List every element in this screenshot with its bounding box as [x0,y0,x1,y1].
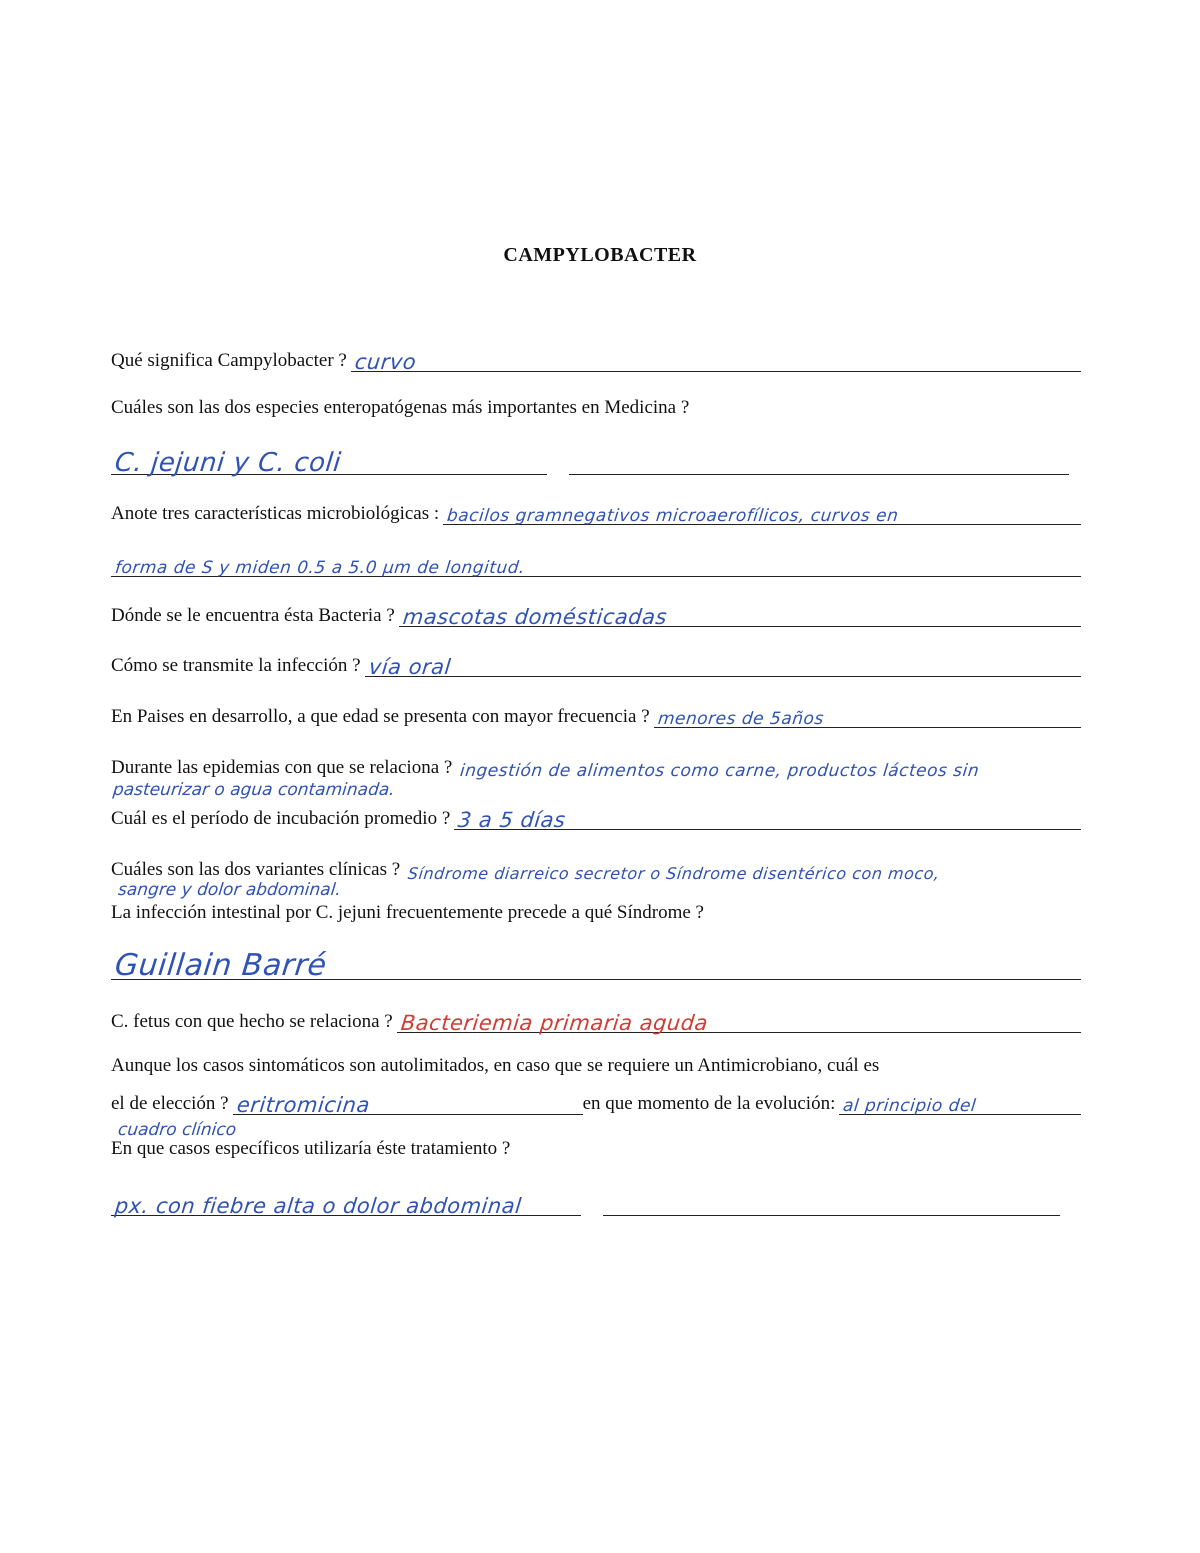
answer-9-field[interactable] [404,859,1081,881]
answer-1-field[interactable] [351,349,1081,372]
answer-2-field[interactable] [111,448,547,478]
answer-3-handwriting-line2: forma de S y miden 0.5 a 5.0 µm de longitud. [113,558,527,578]
question-9-text: Cuáles son las dos variantes clínicas ? [111,859,401,880]
answer-10-field[interactable] [111,948,1081,983]
question-8 [111,800,1081,830]
answer-1-handwriting: curvo [353,350,418,374]
question-5 [111,647,1081,677]
question-8-text: Cuál es el período de incubación promedio ? [111,808,451,829]
answer-9-handwriting-line1: Síndrome diarreico secretor o Síndrome disentérico con moco, [407,864,941,883]
answer-3-field-line2[interactable] [111,554,1081,577]
answer-12b-field[interactable] [839,1092,1081,1115]
question-12-text-line2b: en que momento de la evolución: [582,1093,836,1114]
answer-11-handwriting: Bacteriemia primaria aguda [399,1011,710,1035]
answer-6-handwriting: menores de 5años [656,709,825,729]
question-12-text-line2a: el de elección ? [111,1093,229,1114]
answer-3-handwriting-line1: bacilos gramnegativos microaerofílicos, curvos en [446,506,900,526]
question-7-text: Durante las epidemias con que se relaciona ? [111,757,453,778]
question-13-answer-row [111,1186,1081,1216]
answer-12a-handwriting: eritromicina [235,1093,371,1117]
question-3 [111,495,1081,525]
answer-10-handwriting: Guillain Barré [113,948,329,983]
answer-13-field[interactable] [111,1193,581,1216]
answer-11-field[interactable] [397,1010,1081,1033]
answer-7-handwriting-line2: pasteurizar o agua contaminada. [111,780,396,800]
answer-12b-handwriting-line2: cuadro clínico [116,1120,238,1140]
question-12-text-line1: Aunque los casos sintomáticos son autolimitados, en caso que se requiere un Antimicrobiano, cuál es [111,1055,880,1076]
answer-3-field-line1[interactable] [443,502,1081,525]
question-11 [111,1003,1081,1033]
question-3-text: Anote tres características microbiológicas : [111,503,440,524]
answer-7-field[interactable] [456,757,1081,779]
question-9 [111,851,1081,881]
question-6 [111,698,1081,728]
question-12-line2 [111,1085,1081,1115]
page-title: CAMPYLOBACTER [503,244,697,266]
question-3-line2 [111,547,1081,577]
question-5-text: Cómo se transmite la infección ? [111,655,361,676]
answer-8-handwriting: 3 a 5 días [457,808,568,832]
question-2-text: Cuáles son las dos especies enteropatógenas más importantes en Medicina ? [111,397,690,418]
answer-5-handwriting: vía oral [367,655,452,679]
answer-12b-handwriting-line1: al principio del [842,1096,978,1116]
answer-7-handwriting-line1: ingestión de alimentos como carne, productos lácteos sin [459,761,981,781]
question-6-text: En Paises en desarrollo, a que edad se presenta con mayor frecuencia ? [111,706,650,727]
answer-13-handwriting: px. con fiebre alta o dolor abdominal [113,1194,523,1218]
answer-13b-field[interactable] [603,1193,1060,1216]
answer-8-field[interactable] [454,807,1081,830]
question-4-text: Dónde se le encuentra ésta Bacteria ? [111,605,395,626]
question-10-text: La infección intestinal por C. jejuni frecuentemente precede a qué Síndrome ? [111,902,704,923]
answer-5-field[interactable] [365,654,1081,677]
question-4 [111,597,1081,627]
answer-4-handwriting: mascotas domésticadas [401,605,669,629]
question-10-answer-row [111,948,1081,983]
question-7 [111,749,1081,779]
question-11-text: C. fetus con que hecho se relaciona ? [111,1011,393,1032]
answer-9-handwriting-line2: sangre y dolor abdominal. [116,880,342,900]
answer-6-field[interactable] [654,705,1081,728]
answer-2b-field[interactable] [569,452,1069,475]
answer-2-handwriting: C. jejuni y C. coli [113,448,343,478]
question-2-answer-row [111,445,1081,478]
answer-4-field[interactable] [399,604,1081,627]
question-1 [111,342,1081,372]
question-13-text: En que casos específicos utilizaría éste tratamiento ? [111,1138,511,1159]
answer-12a-field[interactable] [233,1092,583,1115]
question-1-text: Qué significa Campylobacter ? [111,350,347,371]
